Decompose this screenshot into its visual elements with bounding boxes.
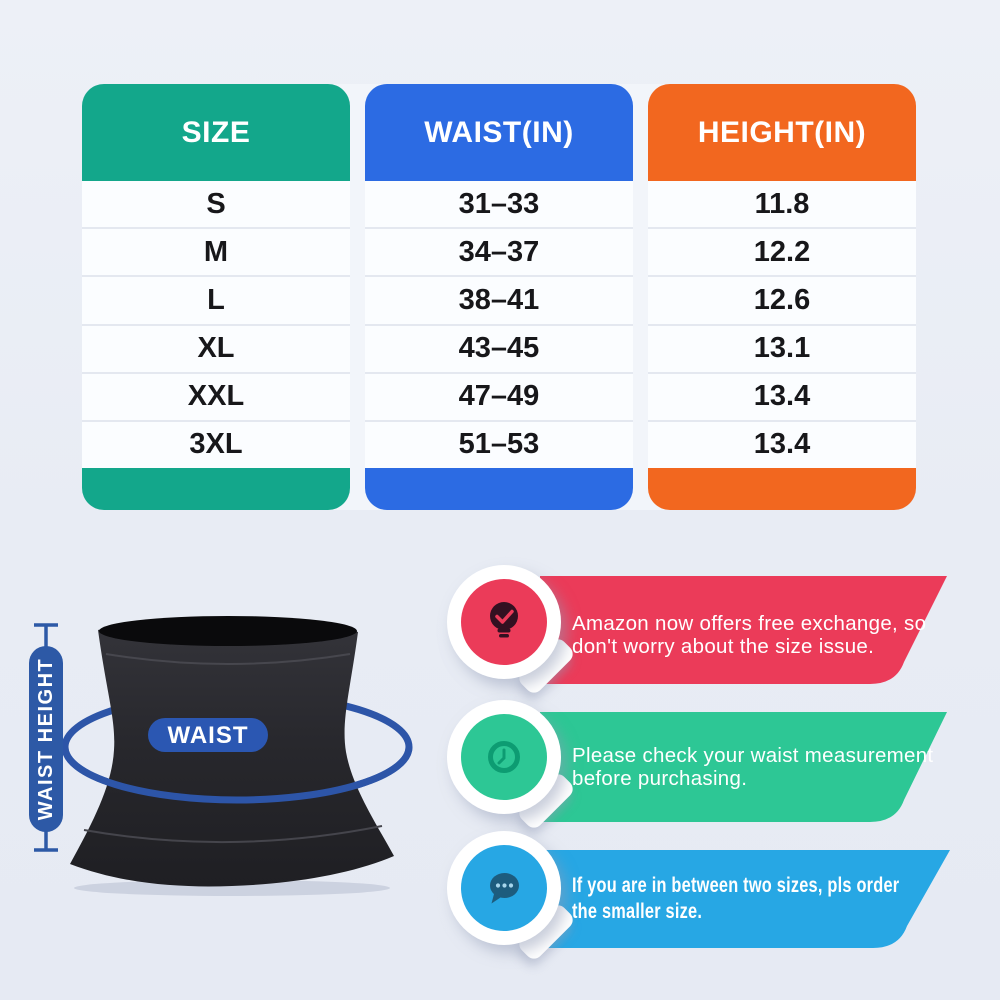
waist-cell: 34–37 xyxy=(365,229,633,277)
waist-height-label: WAIST HEIGHT xyxy=(35,657,57,821)
garment-opening xyxy=(99,616,357,646)
callout-medallion-free-exchange xyxy=(437,555,587,705)
waist-column-body xyxy=(365,181,633,468)
height-column-footer xyxy=(648,468,916,510)
waist-column xyxy=(365,84,633,510)
callout-text-free-exchange xyxy=(572,612,967,658)
height-cell: 12.2 xyxy=(648,229,916,277)
callout-medallion-check-measurement xyxy=(437,690,587,840)
chat-dots-icon xyxy=(481,865,527,911)
height-cell: 13.4 xyxy=(648,374,916,422)
size-column-header: SIZE xyxy=(82,84,350,181)
size-column-footer xyxy=(82,468,350,510)
medallion-badge xyxy=(461,579,547,665)
medallion-badge xyxy=(461,714,547,800)
waist-label-pill xyxy=(148,718,268,752)
size-cell: XL xyxy=(82,326,350,374)
callout-text-between-sizes xyxy=(572,872,900,924)
waist-cell: 43–45 xyxy=(365,326,633,374)
height-column-body xyxy=(648,181,916,468)
waist-column-footer xyxy=(365,468,633,510)
size-cell: S xyxy=(82,181,350,229)
callout-line: the smaller size. xyxy=(572,899,703,923)
size-column-body xyxy=(82,181,350,468)
callout-line: Amazon now offers free exchange, so xyxy=(572,612,927,635)
size-table xyxy=(82,84,916,510)
height-column xyxy=(648,84,916,510)
callout-line: before purchasing. xyxy=(572,767,748,790)
size-column xyxy=(82,84,350,510)
clock-icon xyxy=(481,734,527,780)
size-cell: XXL xyxy=(82,374,350,422)
height-cell: 13.1 xyxy=(648,326,916,374)
height-column-header: HEIGHT(IN) xyxy=(648,84,916,181)
height-cell: 11.8 xyxy=(648,181,916,229)
waist-cell: 51–53 xyxy=(458,428,540,461)
callout-line: Please check your waist measurement xyxy=(572,744,934,767)
size-cell: 3XL xyxy=(189,428,243,461)
callout-line: don't worry about the size issue. xyxy=(572,635,875,658)
size-cell: M xyxy=(82,229,350,277)
waist-trainer-illustration xyxy=(0,580,440,900)
garment-body xyxy=(70,620,394,887)
height-cell: 12.6 xyxy=(648,277,916,325)
callout-text-check-measurement xyxy=(572,744,967,790)
height-cell: 13.4 xyxy=(753,428,811,461)
waist-label: WAIST xyxy=(167,722,249,749)
callout-line: If you are in between two sizes, pls order xyxy=(572,873,900,897)
waist-cell: 31–33 xyxy=(365,181,633,229)
size-cell: L xyxy=(82,277,350,325)
lightbulb-check-icon xyxy=(481,599,527,645)
callout-medallion-between-sizes xyxy=(437,821,587,971)
waist-cell: 38–41 xyxy=(365,277,633,325)
waist-column-header: WAIST(IN) xyxy=(365,84,633,181)
medallion-badge xyxy=(461,845,547,931)
waist-cell: 47–49 xyxy=(365,374,633,422)
